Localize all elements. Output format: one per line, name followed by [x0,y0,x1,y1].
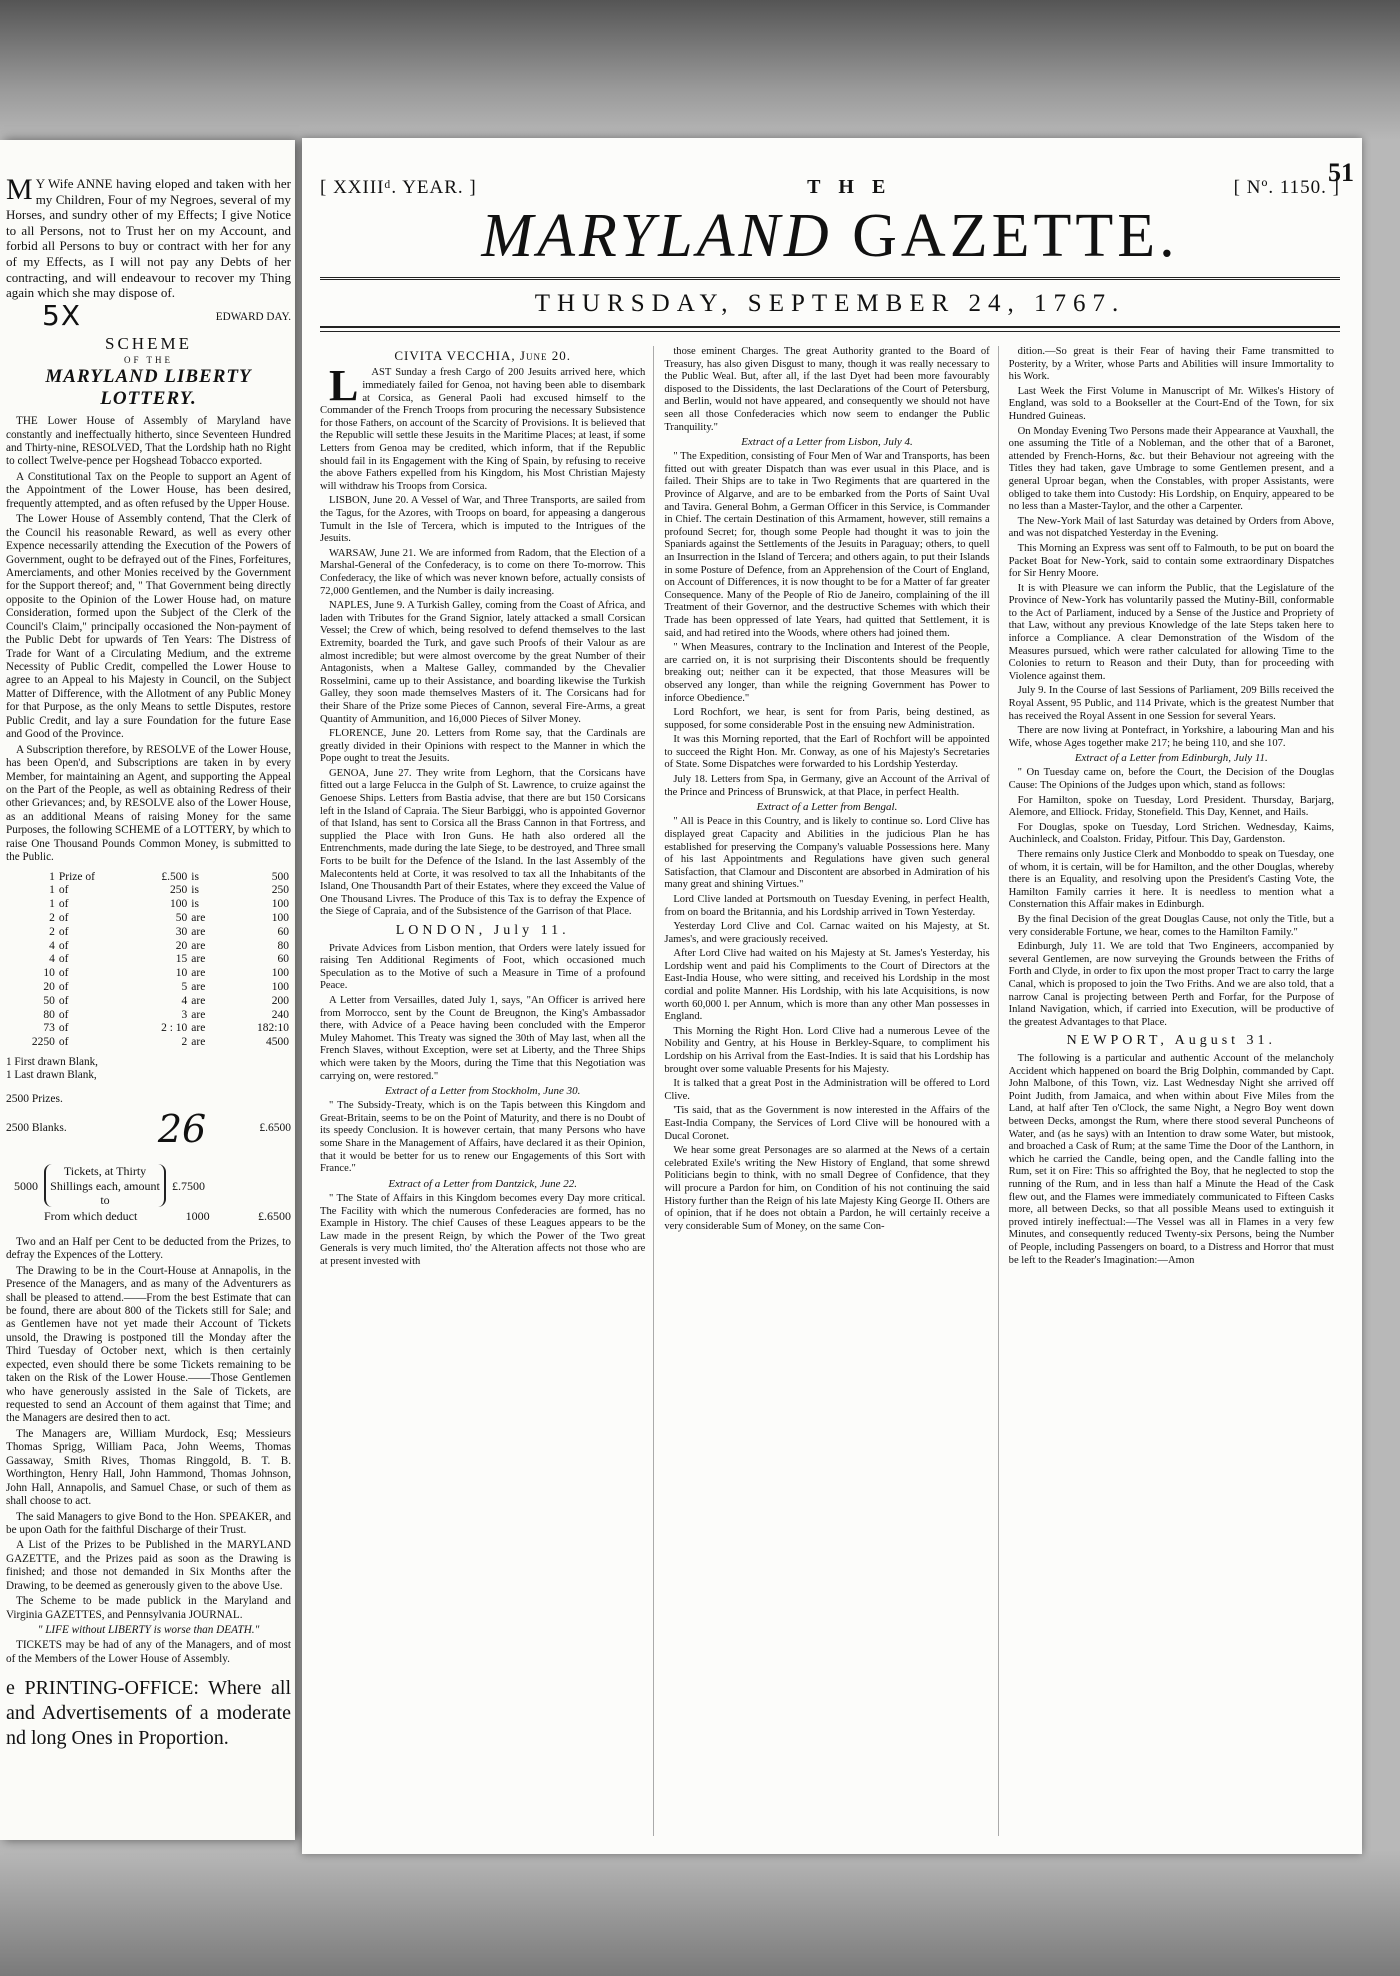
lottery-paragraph: The Lower House of Assembly contend, That the Clerk of the Council his reasonable Reward, as well as every other Expence necessarily attending the Execution of the Powers of Government, ought to be defrayed out of the Fines, Forfeitures, Amerciaments, and other Monies received by the Government for the Support thereof; and, " That Government being directly opposite to the Opinion of the Lower House had, on mature Consideration, formed upon the Subject of the Clerk of the Council's Claim," principally occasioned the Non-payment of the Public Debt for upwards of Ten Years: The Distress of Trade for Want of a Circulating Medium, and the extreme Necessity of Public Credit, compelled the Lower House to agree to an Appeal to his Majesty in Council, on the Subject Matter of Difference, with the Allotment of any Public Money for that Purpose, as the only Means to settle Disputes, restore Public Credit, and lay a sure Foundation for the future Ease and Good of the Province. [6,513,291,741]
issue-number: [ Nº. 1150. ] [1233,176,1340,198]
prize-cell: 60 [277,925,289,938]
extract-heading: Extract of a Letter from Edinburgh, July 11. [1074,752,1268,765]
article-paragraph: The New-York Mail of last Saturday was detained by Orders from Above, and was not dispatched Yesterday in the Evening. [1008,515,1334,540]
the-label: THE [807,176,904,198]
prize-row [6,898,291,912]
article-paragraph: It was this Morning reported, that the Earl of Rochfort will be appointed to succeed the Right Hon. Mr. Conway, as one of his Majesty's Secretaries of State. Some Dispatches were forwarded to his Lordship Yesterday. [664,734,990,771]
prize-cell: are [191,953,206,966]
article-paragraph: dition.—So great is their Fear of having their Fame transmitted to Posterity, by a Writer, whose Parts and Abilities will insure Immortality to his Work. [1008,346,1334,383]
tickets-text: Tickets, at Thirty Shillings each, amount to [44,1164,166,1207]
lottery-term: The Scheme to be made publick in the Maryland and Virginia GAZETTES, and Pennsylvania JOURNAL. [6,1595,291,1621]
prize-cell: 60 [277,953,289,966]
deduct-text: From which deduct [44,1209,138,1224]
lottery-title: MARYLAND LIBERTY LOTTERY. [45,365,252,410]
prize-cell: 250 [170,884,188,897]
article-paragraph: It is with Pleasure we can inform the Public, that the Legislature of the Province of New-York has voluntarily passed the Mutiny-Bill, conformable to the Act of Parliament, induced by a Sense of the Justice and Propriety of that Law, without any previous Knowledge of the late Steps taken here to inforce a Compliance. A clear Demonstration of the Wisdom of the Measures pursued, which were rather calculated for allowing Time to the Colonies to return to Reason and their Duty, than for proceeding with Violence against them. [1008,582,1334,682]
title-gazette: GAZETTE. [852,202,1179,270]
left-page-fragment [0,140,295,1840]
prize-row [6,967,291,981]
lottery-term: The Managers are, William Murdock, Esq; Messieurs Thomas Sprigg, William Paca, John Weems, Thomas Gassaway, Smith Rives, Thomas Ringgold, B. T. B. Worthington, Henry Hall, John Hammond, Thomas Johnson, John Hall, Annapolis, and Samuel Chase, or such of them as shall choose to act. [6,1427,291,1508]
prize-row [6,926,291,940]
prize-row [6,953,291,967]
prize-cell: of [58,1036,69,1049]
article-paragraph: Last Week the First Volume in Manuscript of Mr. Wilkes's History of England, was sold to a Bookseller at the Court-End of the Town, for six Hundred Guineas. [1008,385,1334,422]
lottery-terms [6,1236,291,1622]
deduct-amount: 1000 [185,1209,210,1224]
handwritten-mark: 5X [42,298,81,332]
prize-cell: of [58,1022,69,1035]
prize-cell: are [191,925,206,938]
total-amount: £.6500 [259,1122,291,1135]
article-paragraph: " All is Peace in this Country, and is likely to continue so. Lord Clive has displayed great Capacity and Abilities in the judicious Plan he has established for preserving the Company's valuable Possessions here. Many of his last Appointments and Regulations have given such general Satisfaction, that Clamour and Discontent are absorbed in Admiration of his many great and shining Virtues." [664,816,990,891]
prize-cell: 10 [175,967,188,980]
article-paragraph: A Letter from Versailles, dated July 1, says, "An Officer is arrived here from Morrocco, sent by the Count de Breugnon, the King's Ambassador there, with Advice of a Peace having been concluded with the Emperor Muley Mahomet. This Treaty was signed the 30th of May last, when all the French Slaves, without Exception, were set at Liberty, and the Three Ships which were taken by the Moors, during the Time that this Negotiation was carrying on, were restored." [320,995,646,1082]
prize-cell: 50 [43,994,55,1007]
prize-cell: are [191,967,206,980]
column-2 [664,346,998,1836]
prize-cell: 250 [271,884,289,897]
prize-row [6,1036,291,1050]
prize-cell: 4500 [266,1036,289,1049]
tickets-summary [14,1164,291,1224]
prize-row [6,995,291,1009]
lottery-term: A List of the Prizes to be Published in the MARYLAND GAZETTE, and the Prizes paid as soon as the Drawing is finished; and those not demanded in Six Months after the Drawing, to be deemed as generously given to the above Use. [6,1539,291,1592]
prize-cell: 182:10 [257,1022,289,1035]
title-maryland: MARYLAND [481,202,833,270]
article-paragraph: On Monday Evening Two Persons made their Appearance at Vauxhall, the one assuming the Title of a Nobleman, and the other that of a Baronet, attended by French-Horns, &c. but their Behaviour not agreeing with the Titles they had taken, gave Umbrage to some Gentlemen present, and a general Uproar began, when the Constables, with proper Assistants, were obliged to take them into Custody: His Lordship, on Enquiry, appeared to be no less than a Master-Taylor, and the other a Carpenter. [1008,425,1334,513]
news-columns [320,346,1342,1836]
prize-cell: are [191,1036,206,1049]
tickets-availability: TICKETS may be had of any of the Managers, and of most of the Members of the Lower House of Assembly. [6,1639,291,1665]
newspaper-title [320,202,1340,270]
prize-cell: 1 [49,870,55,883]
article-paragraph: NAPLES, June 9. A Turkish Galley, coming from the Coast of Africa, and laden with Tributes for the Grand Signior, lately attacked a small Corsican Vessel; the Crew of which, being resolved to defend themselves to the last Extremity, boarded the Turk, and gave such Proofs of their Valour as are almost incredible; but were almost overcome by the great Number of their Antagonists, when a Maltese Galley, commanded by the Chevalier Rosselmini, came up to their Assistance, and boarding likewise the Turkish Galley, they soon made themselves Masters of it. The Corsicans had for their Share of the Prize some Pieces of Cannon, several Fire-Arms, a great Quantity of Ammunition, and 16,000 Pieces of Silver Money. [320,600,646,725]
prize-row [6,912,291,926]
prize-cell: Prize of [58,870,95,883]
prize-cell: are [191,939,206,952]
prize-cell: 1 [49,898,55,911]
prize-cell: 100 [271,898,289,911]
prize-totals [6,1093,291,1152]
article-paragraph: After Lord Clive had waited on his Majesty at St. James's Yesterday, his Lordship went and paid his Compliments to the Court of Directors at the East-India House, who were sitting, and received his Lordship in the most cordial and polite Manner. His Lordship, with his late Acquisitions, is now worth 60,000 l. per Annum, which is more than any other Man possesses in England. [664,948,990,1023]
article-paragraph: " On Tuesday came on, before the Court, the Decision of the Douglas Cause: The Opinions of the Judges upon which, stand as follows: [1008,767,1334,792]
prize-cell: 100 [170,898,188,911]
lead-paragraph: LAST Sunday a fresh Cargo of 200 Jesuits arrived here, which immediately failed for Genoa, not having been able to disembark at Corsica, as General Paoli had excused himself to the Commander of the French Troops from procuring the necessary Subsistence for those Fathers, on account of the Scarcity of Provisions. It is believed that the Republic will settle these Jesuits in the Maritime Places; at least, if some Letters from Genoa may be credited, which inform, that if the Republic should fail in its Engagement with the King of Spain, by refusing to receive the above Fathers expelled from his Kingdom, his Most Christian Majesty will withdraw his Troops from Corsica. [320,361,646,492]
article-paragraph: Edinburgh, July 11. We are told that Two Engineers, accompanied by several Gentlemen, are now surveying the Grounds between the Friths of Forth and Clyde, in order to fix upon the most proper Tract to carry the large Canal, which is proposed to join the Two Friths. And we are also told, that a narrow Canal is projecting between Perth and Forfar, for the Purpose of Inland Navigation, which, if carried into Execution, will be productive of the greatest Advantages to that Place. [1008,941,1334,1028]
prize-cell: 500 [271,870,289,883]
dateline: LONDON, July 11. [395,923,570,938]
article-paragraph: WARSAW, June 21. We are informed from Radom, that the Election of a Marshal-General of the Confederacy, is to come on there To-morrow. This Confederacy, the like of which was never known before, actually consists of 72,000 Gentlemen, and the Number is daily increasing. [320,547,646,597]
runaway-wife-notice: MY Wife ANNE having eloped and taken with her my Children, Four of my Negroes, several of my Horses, and sundry other of my Effects; I give Notice to all Persons, not to Trust her on my Account, and forbid all Persons to buy or contract with her for any of my Effects, as I will not pay any Debts of her contracting, and will endeavour to recover my Thing again which she may dispose of. [6,173,291,301]
prize-cell: 200 [271,994,289,1007]
prize-cell: of [58,898,69,911]
date-rule [320,326,1340,332]
notice-signature: EDWARD DAY. [215,310,291,323]
article-paragraph: By the final Decision of the great Douglas Cause, not only the Title, but a very considerable Fortune, we hear, comes to the Hamilton Family." [1008,914,1334,938]
prize-cell: of [58,884,69,897]
article-paragraph: It is talked that a great Post in the Administration will be offered to Lord Clive. [664,1078,990,1102]
prize-cell: of [58,967,69,980]
prize-cell: 80 [43,1008,55,1021]
prize-cell: 100 [271,911,289,924]
scheme-heading: SCHEME [105,334,192,354]
prize-cell: of [58,953,69,966]
masthead [320,176,1340,332]
article-paragraph: Lord Rochfort, we hear, is sent for from Paris, being destined, as supposed, for some considerable Post in the ensuing new Administration. [664,707,990,731]
article-paragraph: Private Advices from Lisbon mention, that Orders were lately issued for raising Ten Additional Regiments of Foot, which occasioned much Speculation as to the Motive of such a Measure in Time of a profound Peace. [320,942,646,992]
prize-cell: 80 [277,939,289,952]
prize-cell: is [191,870,199,883]
year-label: [ XXIIIᵈ. YEAR. ] [320,176,477,198]
prize-cell: of [58,925,69,938]
prize-cell: 100 [271,980,289,993]
lottery-paragraphs [6,415,291,864]
lottery-term: The said Managers to give Bond to the Hon. SPEAKER, and be upon Oath for the faithful Discharge of their Trust. [6,1510,291,1536]
prize-cell: 5 [181,980,188,993]
blanks-total: 2500 Blanks. [6,1122,67,1135]
prize-cell: £.500 [161,870,188,883]
prize-cell: 4 [49,939,55,952]
prize-cell: are [191,1022,206,1035]
column-3 [1009,346,1342,1836]
prize-cell: 3 [181,1008,188,1021]
prize-row [6,940,291,954]
dateline: CIVITA VECCHIA, June 20. [394,348,571,363]
page-number: 51 [1328,158,1354,187]
extract-heading: Extract of a Letter from Dantzick, June 22. [388,1177,578,1190]
prize-cell: is [191,884,199,897]
prize-cell: are [191,1008,206,1021]
scheme-of-the: OF THE [123,354,174,365]
prize-cell: is [191,898,199,911]
liberty-motto: " LIFE without LIBERTY is worse than DEATH." [37,1624,260,1636]
article-paragraph: This Morning an Express was sent off to Falmouth, to be put on board the Packet Boat for New-York, said to contain some extraordinary Dispatches for Sir Henry Moore. [1008,542,1334,580]
prize-cell: of [58,1008,69,1021]
article-paragraph: There are now living at Pontefract, in Yorkshire, a labouring Man and his Wife, whose Ages together make 217; he being 110, and she 107. [1008,725,1334,749]
article-paragraph: Lord Clive landed at Portsmouth on Tuesday Evening, in perfect Health, from on board the Britannia, and his Lordship arrived in Town Yesterday. [664,893,990,918]
article-paragraph: July 9. In the Course of last Sessions of Parliament, 209 Bills received the Royal Assent, 95 Public, and 114 Private, which is the greatest Number that has received the Royal Assent in one Session for several Years. [1008,685,1334,722]
article-paragraph: " The State of Affairs in this Kingdom becomes every Day more critical. The Facility with which the numerous Confederacies are formed, has no Example in History. The chief Causes of these Leagues appears to be the Law made in the present Reign, by which the Power of the Two great Generals is very much limited, tho' the Alteration affects not those who are at present invested with [320,1192,646,1267]
prize-cell: 2 [49,911,55,924]
lottery-term: Two and an Half per Cent to be deducted from the Prizes, to defray the Expences of the Lottery. [6,1235,291,1262]
prize-row [6,871,291,885]
article-paragraph: " When Measures, contrary to the Inclination and Interest of the People, are carried on, it is not surprising their Discontents should be frequently breaking out; neither can it be expected, that those Measures will be observed any longer, than while the reigning Government has Power to inforce Obedience." [664,642,990,704]
article-paragraph: 'Tis said, that as the Government is now interested in the Affairs of the East-India Company, the Services of Lord Clive will be honoured with a Ducal Coronet. [664,1105,990,1142]
article-paragraph: There remains only Justice Clerk and Monboddo to speak on Tuesday, one of whom, it is certain, will be for Hamilton, and the other Douglas, whereby there is an Equality, and resolving upon the President's Casting Vote, the Hamilton Family carries it here. It is needless to mention what a Consternation this Affair makes in Edinburgh. [1008,849,1334,911]
prize-cell: of [58,980,69,993]
prize-cell: 1 [49,884,55,897]
prize-cell: 10 [43,967,55,980]
article-paragraph: GENOA, June 27. They write from Leghorn, that the Corsicans have fitted out a large Felucca in the Gulph of St. Lawrence, to cruize against the Genoese Ships. Letters from Bastia advise, that there are but 150 Corsicans left in the Island of Capraia. The Sieur Barbiggi, who is appointed Governor of that Island, has sent to Corsica all the Brass Cannon in that Fortress, and supplied the Place with Iron Guns. He hath also ordered all the Entrenchments, made during the late Siege, to be destroyed, and Three small Forts to be built for the Defence of the Island. In the last Assembly of the Malecontents held at Corte, it was resolved to tax all the Inhabitants of the Island, One Thousandth Part of their Estates, where they exceed the Value of One Thousand Livres. The Produce of this Tax is to defray the Expence of the Siege of Capraia, and of the Subsistence of the Garrison of that Place. [320,767,646,918]
prize-cell: of [58,911,69,924]
prizes-total: 2500 Prizes. [6,1092,63,1105]
prize-cell: 2 [49,925,55,938]
prize-cell: 4 [181,994,188,1007]
prize-cell: are [191,911,206,924]
issue-date: THURSDAY, SEPTEMBER 24, 1767. [534,290,1126,317]
lottery-term: The Drawing to be in the Court-House at Annapolis, in the Presence of the Managers, and as many of the Adventurers as shall be pleased to attend.——From the best Estimate that can be found, there are about 800 of the Tickets still for Sale; and as Gentlemen have not yet made their Account of Tickets unsold, the Drawing is postponed till the Monday after the Third Tuesday of October next, which is then certainly expected, even should there be some Tickets remaining to be taken on the Risk of the Lower House.——Those Gentlemen who have generously assisted in the Sale of Tickets, are requested to send an Account of them against that Time; and the Managers are desired then to act. [6,1264,291,1425]
prize-table [6,871,291,1050]
handwritten-26: 26 [157,1106,207,1151]
prize-cell: 2 [181,1036,188,1049]
article-paragraph: The following is a particular and authentic Account of the melancholy Accident which happened on board the Brig Dolphin, commanded by Capt. John Malbone, of this Town, viz. Last Wednesday Night she arrived off Point Judith, from Jamaica, and when within about Five Miles from the Land, at half after Ten o'Clock, the same Night, a Negro Boy went down between Decks, amongst the Rum, where there stood several Puncheons of Water, and (as he says) with an Intention to draw some Water, but mistook, and broached a Cask of Rum; at the same Time the Door of the Lanthorn, in which he carried the Candle, being open, and the Candle falling into the Rum, set it on Fire: This so affrighted the Boy, that he neglected to stop the running of the Rum, and in less than half a Minute the Head of the Cask flew out, and the Flames were immediately communicated to Fifteen Casks more, all between Decks, so that all possible Means used to extinguish it proved intirely ineffectual:—The Vessel was all in Flames in a very few Minutes, and consequently reduced Twenty-six Persons, being the Number of People, including Passengers on board, to a Distress and Horror that must be left to the Reader's Imagination:—Amon [1008,1053,1334,1266]
printing-office-notice: e PRINTING-OFFICE: Where all and Advertisements of a moderate nd long Ones in Proportion. [6,1677,291,1750]
article-paragraph: For Hamilton, spoke on Tuesday, Lord President. Thursday, Barjarg, Alemore, and Elliock. Friday, Stonefield. This Day, Kennet, and Hails. [1008,794,1334,819]
article-paragraph: This Morning the Right Hon. Lord Clive had a numerous Levee of the Nobility and Gentry, at his House in Berkley-Square, to compliment his Lordship on his Arrival from the East-Indies. It is said that his Lordship has brought over some valuable Presents for his Majesty. [664,1025,990,1075]
extract-heading: Extract of a Letter from Stockholm, June 30. [384,1085,581,1098]
lottery-paragraph: A Constitutional Tax on the People to support an Agent of the Appointment of the Lower House, has been desired, frequently attempted, and as often refused by the Upper House. [6,470,291,510]
article-paragraph: " The Subsidy-Treaty, which is on the Tapis between this Kingdom and Great-Britain, seems to be on the Point of Maturity, and there is no Doubt of its speedy Conclusion. It is however certain, that many Persons who have some Share in the Management of Affairs, have declared it as their Opinion, that it would be better for us to renew our Engagements of this Sort with France." [320,1100,646,1175]
newspaper-page [302,138,1362,1854]
lottery-paragraph: A Subscription therefore, by RESOLVE of the Lower House, has been Open'd, and Subscriptions are taken in by every Member, for maintaining an Agent, and supporting the Appeal on the Part of the People, as well as obtaining Redress of their other Grievances; and, by RESOLVE also of the Lower House, as an additional Means of raising Money for the same Purposes, the following SCHEME of a LOTTERY, by which to raise One Thousand Pounds Common Money, is submitted to the Public. [6,743,291,864]
prize-cell: of [58,994,69,1007]
prize-cell: 2250 [31,1036,55,1049]
lottery-paragraph: THE Lower House of Assembly of Maryland have constantly and ineffectually hitherto, since Seventeen Hundred and Thirty-nine, RESOLVED, That the Lordship hath no Right to collect Twelve-pence per Hogshead Tobacco exported. [6,415,291,468]
article-paragraph: " The Expedition, consisting of Four Men of War and Transports, has been fitted out with greater Dispatch than was ever usual in this Place, and is failed. Their Ships are to take in Two Regiments that are quartered in the Province of Algarve, and are to be embarked from the Ports of Saint Uval and Tavira. General Bohm, a German Officer in this Service, is Commander in Chief. The certain Destination of this Armament, however, still remains a profound Secret; for, though some People had thought it was to join the Spaniards against the Settlements of the Jesuits in Paraguay; others, to quell an Insurrection in the Island of Tercera; and others again, to put their Islands in some Posture of Defence, from an Apprehension of the Court of England, on Account of Differences, it is now thought to be for a Matter of far greater Consequence. Many of the People of Rio de Janeiro, complaining of the ill Treatment of their Governor, and the destructive Schemes with which their Trade has been oppressed of late Years, had quitted that Settlement, it is said, and had retired into the Woods, where others had joined them. [664,451,990,639]
prize-cell: 20 [43,980,55,993]
prize-cell: 2 : 10 [161,1022,188,1035]
article-paragraph: FLORENCE, June 20. Letters from Rome say, that the Cardinals are greatly divided in their Opinions with respect to the Manner in which the Pope ought to treat the Jesuits. [320,728,646,765]
prize-cell: are [191,994,206,1007]
tickets-count: 5000 [14,1178,38,1193]
prize-row [6,1009,291,1023]
last-drawn-blank: 1 Last drawn Blank, [6,1069,97,1082]
article-paragraph: those eminent Charges. The great Authority granted to the Board of Treasury, has also given Disgust to many, though it was really necessary to the Public Weal. But, after all, if the last Dyet had been more favourably disposed to the Dissidents, the last Declarations of the Court of Petersburg, and Berlin, would not have appeared, and consequently we should not have seen all those Confederacies which now seem to endanger the Public Tranquility." [664,346,990,433]
tickets-amount: £.7500 [172,1178,205,1193]
column-1 [320,346,654,1836]
prize-cell: 20 [175,939,188,952]
article-paragraph: We hear some great Personages are so alarmed at the News of a certain celebrated Exile's writing the New History of England, that some shrewd Politicians begin to think, with no small Degree of Confidence, that they will procure a Pardon for him, on Condition of his not continuing the said History further than the Reign of his late Majesty King George II. Others are of opinion, that if he does not obtain a Pardon, he will certainly receive a very considerable Sum of Money, on the same Con- [664,1145,990,1232]
prize-cell: 4 [49,953,55,966]
prize-row [6,981,291,995]
first-drawn-blank: 1 First drawn Blank, [6,1055,98,1068]
prize-cell: 50 [175,911,188,924]
prize-cell: 100 [271,967,289,980]
prize-cell: 15 [175,953,188,966]
article-paragraph: Yesterday Lord Clive and Col. Carnac waited on his Majesty, at St. James's, and were graciously received. [664,921,990,945]
dateline: NEWPORT, August 31. [1066,1033,1277,1049]
extract-heading: Extract of a Letter from Bengal. [756,801,898,814]
extract-heading: Extract of a Letter from Lisbon, July 4. [741,436,913,449]
prize-cell: are [191,980,206,993]
prize-row [6,884,291,898]
article-paragraph: For Douglas, spoke on Tuesday, Lord Strichen. Wednesday, Kaims, Auchinleck, and Coalston. Friday, Pitfour. This Day, Gardenston. [1008,821,1334,846]
prize-row [6,1022,291,1036]
article-paragraph: July 18. Letters from Spa, in Germany, give an Account of the Arrival of the Prince and Princess of Brunswick, at that Place, in perfect Health. [664,774,990,798]
deduct-total: £.6500 [257,1209,291,1224]
article-paragraph: LISBON, June 20. A Vessel of War, and Three Transports, are sailed from the Tagus, for the Azores, with Troops on board, for appeasing a dangerous Tumult in the Isle of Tercera, which is imputed to the Intrigues of the Jesuits. [320,495,646,545]
prize-cell: 30 [175,925,188,938]
prize-cell: 73 [43,1022,55,1035]
masthead-rule [320,277,1340,280]
prize-cell: of [58,939,69,952]
prize-cell: 240 [271,1008,289,1021]
